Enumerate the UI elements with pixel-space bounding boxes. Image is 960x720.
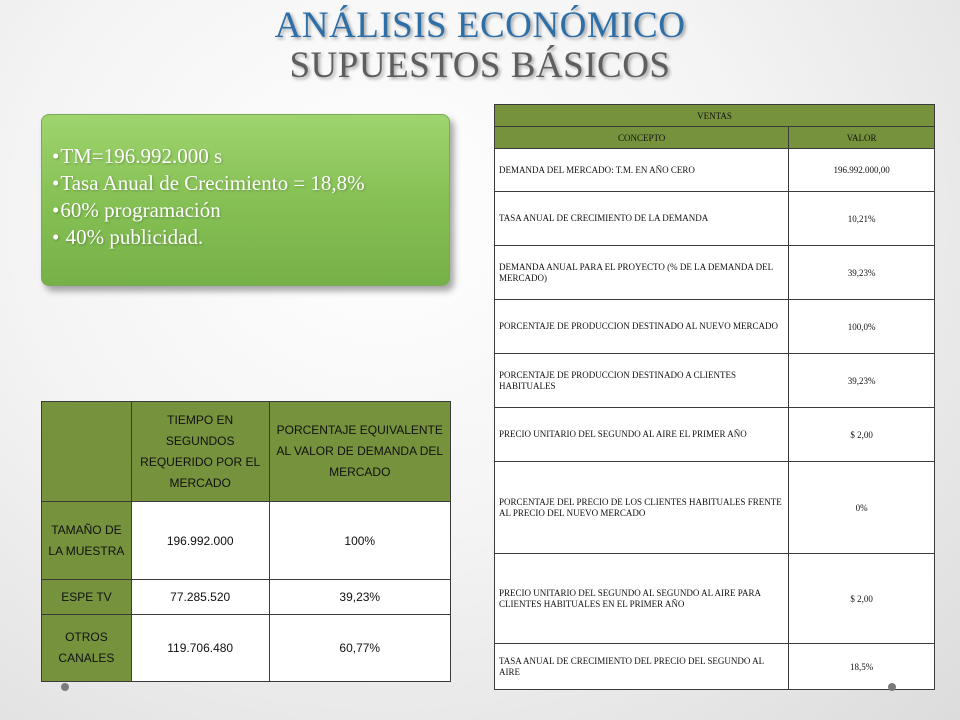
row-value: 39,23% bbox=[789, 246, 935, 300]
row-concept: DEMANDA DEL MERCADO: T.M. EN AÑO CERO bbox=[495, 149, 789, 192]
row-value: 10,21% bbox=[789, 192, 935, 246]
row-concept: PORCENTAJE DEL PRECIO DE LOS CLIENTES HABITUALES FRENTE AL PRECIO DEL NUEVO MERCADO bbox=[495, 462, 789, 554]
sales-title-row bbox=[495, 105, 935, 127]
sales-table bbox=[494, 104, 935, 690]
row-percentage: 39,23% bbox=[269, 580, 450, 615]
table-row bbox=[42, 615, 451, 682]
row-value: 0% bbox=[789, 462, 935, 554]
table-row bbox=[495, 462, 935, 554]
row-concept: PRECIO UNITARIO DEL SEGUNDO AL AIRE EL PRIMER AÑO bbox=[495, 408, 789, 462]
row-value: 18,5% bbox=[789, 644, 935, 690]
row-concept: DEMANDA ANUAL PARA EL PROYECTO (% DE LA DEMANDA DEL MERCADO) bbox=[495, 246, 789, 300]
assumptions-box bbox=[41, 114, 450, 286]
table-row bbox=[495, 149, 935, 192]
header-cell-empty bbox=[42, 402, 132, 502]
bullet-advertising: • 40% publicidad. bbox=[52, 224, 449, 251]
table-row bbox=[495, 246, 935, 300]
table-row bbox=[495, 300, 935, 354]
header-percentage: PORCENTAJE EQUIVALENTE AL VALOR DE DEMANDA DEL MERCADO bbox=[269, 402, 450, 502]
table-row bbox=[495, 408, 935, 462]
table-row bbox=[42, 502, 451, 580]
row-percentage: 60,77% bbox=[269, 615, 450, 682]
row-time: 196.992.000 bbox=[131, 502, 269, 580]
table-header-row bbox=[42, 402, 451, 502]
row-time: 119.706.480 bbox=[131, 615, 269, 682]
row-time: 77.285.520 bbox=[131, 580, 269, 615]
row-label: OTROS CANALES bbox=[42, 615, 132, 682]
row-label: ESPE TV bbox=[42, 580, 132, 615]
row-concept: PORCENTAJE DE PRODUCCION DESTINADO A CLIENTES HABITUALES bbox=[495, 354, 789, 408]
decorative-dot-left bbox=[61, 683, 69, 691]
row-label: TAMAÑO DE LA MUESTRA bbox=[42, 502, 132, 580]
sales-header-row bbox=[495, 127, 935, 149]
table-row bbox=[495, 192, 935, 246]
market-share-table bbox=[41, 401, 451, 682]
row-concept: PRECIO UNITARIO DEL SEGUNDO AL SEGUNDO AL AIRE PARA CLIENTES HABITUALES EN EL PRIMER AÑO bbox=[495, 554, 789, 644]
row-value: 196.992.000,00 bbox=[789, 149, 935, 192]
row-percentage: 100% bbox=[269, 502, 450, 580]
row-value: $ 2,00 bbox=[789, 408, 935, 462]
row-concept: PORCENTAJE DE PRODUCCION DESTINADO AL NUEVO MERCADO bbox=[495, 300, 789, 354]
row-concept: TASA ANUAL DE CRECIMIENTO DE LA DEMANDA bbox=[495, 192, 789, 246]
table-row bbox=[42, 580, 451, 615]
table-row bbox=[495, 554, 935, 644]
row-value: 39,23% bbox=[789, 354, 935, 408]
decorative-dot-right bbox=[888, 683, 896, 691]
row-value: 100,0% bbox=[789, 300, 935, 354]
bullet-programming: • 60% programación bbox=[52, 197, 449, 224]
header-concept: CONCEPTO bbox=[495, 127, 789, 149]
header-value: VALOR bbox=[789, 127, 935, 149]
assumptions-list bbox=[52, 143, 449, 251]
bullet-tm: • TM=196.992.000 s bbox=[52, 143, 449, 170]
header-time: TIEMPO EN SEGUNDOS REQUERIDO POR EL MERCADO bbox=[131, 402, 269, 502]
slide-subtitle: SUPUESTOS BÁSICOS bbox=[289, 45, 671, 86]
row-value: $ 2,00 bbox=[789, 554, 935, 644]
slide-title: ANÁLISIS ECONÓMICO bbox=[274, 5, 686, 46]
table-row bbox=[495, 354, 935, 408]
bullet-growth-rate: • Tasa Anual de Crecimiento = 18,8% bbox=[52, 170, 449, 197]
table-row bbox=[495, 644, 935, 690]
sales-title: VENTAS bbox=[495, 105, 935, 127]
row-concept: TASA ANUAL DE CRECIMIENTO DEL PRECIO DEL SEGUNDO AL AIRE bbox=[495, 644, 789, 690]
